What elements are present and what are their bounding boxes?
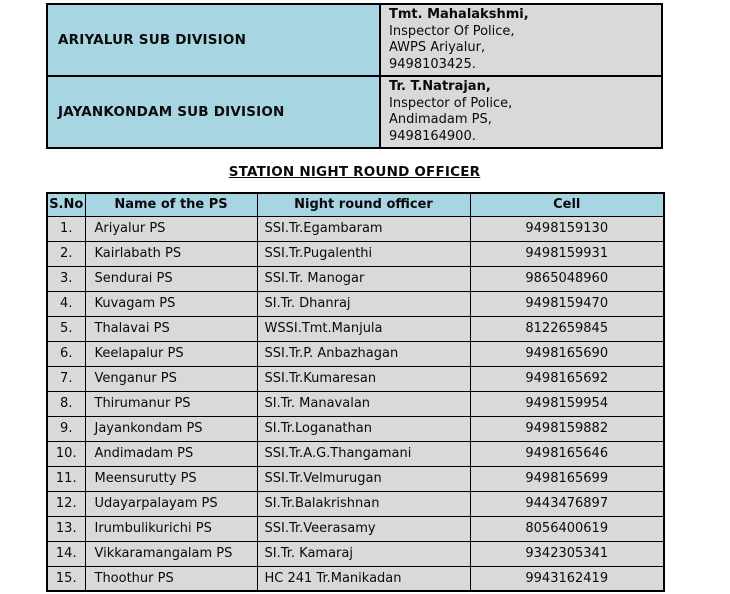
sno-cell: 8. bbox=[47, 391, 85, 416]
division-officers-table bbox=[46, 3, 663, 149]
ps-name-cell: Jayankondam PS bbox=[85, 416, 257, 441]
officer-name-cell: SSI.Tr.Veerasamy bbox=[257, 516, 470, 541]
table-row bbox=[47, 541, 664, 566]
cell-number: 9443476897 bbox=[470, 491, 664, 516]
table-row bbox=[47, 266, 664, 291]
ps-name-cell: Thoothur PS bbox=[85, 566, 257, 591]
officer-name-cell: SSI.Tr.Pugalenthi bbox=[257, 241, 470, 266]
officer-name: Tmt. Mahalakshmi, bbox=[389, 7, 529, 22]
officer-name-cell: SI.Tr. Manavalan bbox=[257, 391, 470, 416]
officer-detail-line: Andimadam PS, bbox=[389, 112, 492, 127]
cell-number: 9342305341 bbox=[470, 541, 664, 566]
officer-name-cell: SSI.Tr.Egambaram bbox=[257, 216, 470, 241]
sno-cell: 13. bbox=[47, 516, 85, 541]
ps-name-cell: Meensurutty PS bbox=[85, 466, 257, 491]
ps-name-cell: Ariyalur PS bbox=[85, 216, 257, 241]
sno-cell: 6. bbox=[47, 341, 85, 366]
header-row bbox=[47, 193, 664, 216]
ps-name-cell: Keelapalur PS bbox=[85, 341, 257, 366]
sno-cell: 7. bbox=[47, 366, 85, 391]
officer-name-cell: SI.Tr.Loganathan bbox=[257, 416, 470, 441]
ps-name-cell: Sendurai PS bbox=[85, 266, 257, 291]
ps-name-cell: Udayarpalayam PS bbox=[85, 491, 257, 516]
officer-name-cell: SSI.Tr.Velmurugan bbox=[257, 466, 470, 491]
officer-detail-line: Inspector Of Police, bbox=[389, 23, 515, 39]
officer-detail-line: AWPS Ariyalur, bbox=[389, 40, 486, 55]
cell-number: 9498159470 bbox=[470, 291, 664, 316]
division-row bbox=[47, 4, 662, 76]
division-officer-details bbox=[380, 4, 662, 76]
officer-name-cell: SI.Tr.Balakrishnan bbox=[257, 491, 470, 516]
column-header: S.No bbox=[47, 193, 85, 216]
officer-name: Tr. T.Natrajan, bbox=[389, 79, 491, 94]
officer-name-cell: SSI.Tr.P. Anbazhagan bbox=[257, 341, 470, 366]
cell-number: 9498165699 bbox=[470, 466, 664, 491]
sno-cell: 14. bbox=[47, 541, 85, 566]
officer-detail-line: Inspector of Police, bbox=[389, 95, 513, 111]
night-round-officer-table-body bbox=[47, 216, 664, 591]
cell-number: 9498159130 bbox=[470, 216, 664, 241]
sno-cell: 12. bbox=[47, 491, 85, 516]
officer-name-cell: SI.Tr. Kamaraj bbox=[257, 541, 470, 566]
division-row bbox=[47, 76, 662, 148]
cell-number: 9865048960 bbox=[470, 266, 664, 291]
sno-cell: 2. bbox=[47, 241, 85, 266]
ps-name-cell: Kairlabath PS bbox=[85, 241, 257, 266]
sno-cell: 9. bbox=[47, 416, 85, 441]
cell-number: 9498165692 bbox=[470, 366, 664, 391]
cell-number: 8122659845 bbox=[470, 316, 664, 341]
table-row bbox=[47, 366, 664, 391]
ps-name-cell: Thalavai PS bbox=[85, 316, 257, 341]
table-row bbox=[47, 466, 664, 491]
sno-cell: 5. bbox=[47, 316, 85, 341]
officer-name-cell: SI.Tr. Dhanraj bbox=[257, 291, 470, 316]
table-row bbox=[47, 291, 664, 316]
table-row bbox=[47, 566, 664, 591]
ps-name-cell: Thirumanur PS bbox=[85, 391, 257, 416]
table-row bbox=[47, 316, 664, 341]
officer-name-cell: SSI.Tr.A.G.Thangamani bbox=[257, 441, 470, 466]
division-officers-table-body bbox=[47, 4, 662, 148]
table-row bbox=[47, 341, 664, 366]
division-name: ARIYALUR SUB DIVISION bbox=[47, 4, 380, 76]
sno-cell: 4. bbox=[47, 291, 85, 316]
cell-number: 9498159931 bbox=[470, 241, 664, 266]
table-row bbox=[47, 241, 664, 266]
officer-name-cell: HC 241 Tr.Manikadan bbox=[257, 566, 470, 591]
ps-name-cell: Andimadam PS bbox=[85, 441, 257, 466]
column-header: Name of the PS bbox=[85, 193, 257, 216]
officer-detail-line: 9498103425. bbox=[389, 56, 476, 72]
ps-name-cell: Kuvagam PS bbox=[85, 291, 257, 316]
division-name: JAYANKONDAM SUB DIVISION bbox=[47, 76, 380, 148]
cell-number: 9498165690 bbox=[470, 341, 664, 366]
cell-number: 9498159954 bbox=[470, 391, 664, 416]
ps-name-cell: Irumbulikurichi PS bbox=[85, 516, 257, 541]
table-row bbox=[47, 441, 664, 466]
sno-cell: 10. bbox=[47, 441, 85, 466]
table-row bbox=[47, 491, 664, 516]
sno-cell: 15. bbox=[47, 566, 85, 591]
table-row bbox=[47, 416, 664, 441]
officer-name-cell: WSSI.Tmt.Manjula bbox=[257, 316, 470, 341]
cell-number: 8056400619 bbox=[470, 516, 664, 541]
cell-number: 9498159882 bbox=[470, 416, 664, 441]
officer-name-cell: SSI.Tr.Kumaresan bbox=[257, 366, 470, 391]
ps-name-cell: Vikkaramangalam PS bbox=[85, 541, 257, 566]
ps-name-cell: Venganur PS bbox=[85, 366, 257, 391]
cell-number: 9943162419 bbox=[470, 566, 664, 591]
table-row bbox=[47, 516, 664, 541]
night-round-officer-table-head bbox=[47, 193, 664, 216]
section-title: STATION NIGHT ROUND OFFICER bbox=[228, 164, 481, 180]
officer-detail-line: 9498164900. bbox=[389, 128, 476, 144]
column-header: Night round officer bbox=[257, 193, 470, 216]
table-row bbox=[47, 216, 664, 241]
officer-name-cell: SSI.Tr. Manogar bbox=[257, 266, 470, 291]
night-round-officer-table bbox=[46, 192, 665, 592]
sno-cell: 1. bbox=[47, 216, 85, 241]
sno-cell: 3. bbox=[47, 266, 85, 291]
sno-cell: 11. bbox=[47, 466, 85, 491]
document-page bbox=[0, 3, 730, 594]
column-header: Cell bbox=[470, 193, 664, 216]
table-row bbox=[47, 391, 664, 416]
division-officer-details bbox=[380, 76, 662, 148]
cell-number: 9498165646 bbox=[470, 441, 664, 466]
